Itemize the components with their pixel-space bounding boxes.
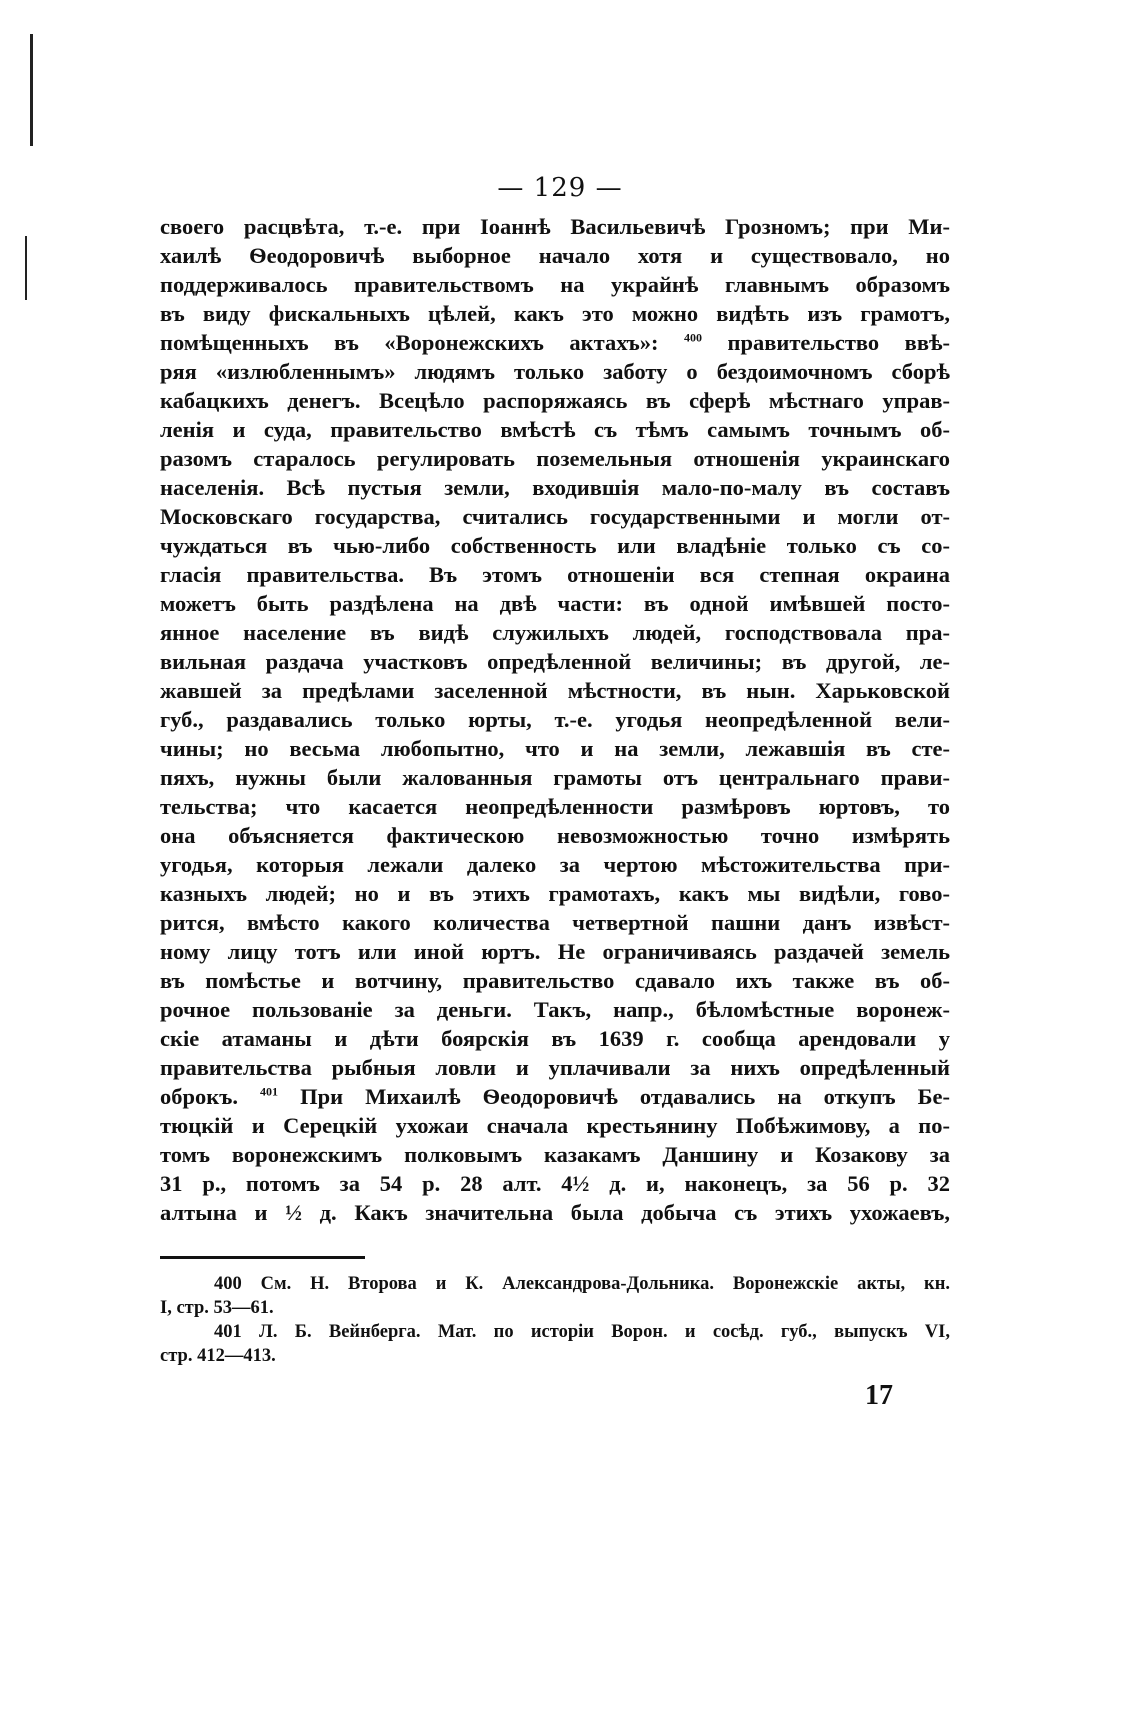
- footnotes: [160, 1272, 950, 1368]
- text-line: Московскаго государства, считались государственными и могли от-: [160, 504, 950, 529]
- text-line: можетъ быть раздѣлена на двѣ части: въ одной имѣвшей посто-: [160, 591, 950, 616]
- text-segment: При Михаилѣ Ѳеодоровичѣ отдавались на откупъ Бе-: [300, 1084, 950, 1109]
- text-line: 31 р., потомъ за 54 р. 28 алт. 4½ д. и, наконецъ, за 56 р. 32: [160, 1171, 950, 1196]
- text-segment: правительство ввѣ-: [727, 330, 950, 355]
- text-line: правительства рыбныя ловли и уплачивали за нихъ опредѣленный: [160, 1055, 950, 1080]
- text-line: поддерживалось правительствомъ на украйнѣ главнымъ образомъ: [160, 272, 950, 297]
- footnote-400: 400 См. Н. Второва и К. Александрова-Дольника. Воронежскіе акты, кн.: [214, 1274, 950, 1294]
- text-line: янное население въ видѣ служилыхъ людей, господствовала пра-: [160, 620, 950, 645]
- text-line: рочное пользованіе за деньги. Такъ, напр., бѣломѣстные воронеж-: [160, 997, 950, 1022]
- text-line: тюцкій и Серецкій ухожаи сначала крестьянину Побѣжимову, а по-: [160, 1113, 950, 1138]
- text-line: пяхъ, нужны были жалованныя грамоты отъ центральнаго прави-: [160, 765, 950, 790]
- text-line: тельства; что касается неопредѣленности размѣровъ юртовъ, то: [160, 794, 950, 819]
- text-line: своего расцвѣта, т.-е. при Іоаннѣ Васильевичѣ Грозномъ; при Ми-: [160, 214, 950, 239]
- text-line: гласія правительства. Въ этомъ отношеніи вся степная окраина: [160, 562, 950, 587]
- text-line: [160, 1082, 950, 1111]
- text-line: вильная раздача участковъ опредѣленной величины; въ другой, ле-: [160, 649, 950, 674]
- text-line: алтына и ½ д. Какъ значительна была добыча съ этихъ ухожаевъ,: [160, 1200, 950, 1225]
- text-line: [160, 328, 950, 357]
- text-line: хаилѣ Ѳеодоровичѣ выборное начало хотя и существовало, но: [160, 243, 950, 268]
- text-line: томъ воронежскимъ полковымъ казакамъ Даншину и Козакову за: [160, 1142, 950, 1167]
- footnote-400-cont: I, стр. 53—61.: [160, 1298, 274, 1318]
- text-line: жавшей за предѣлами заселенной мѣстности, въ нын. Харьковской: [160, 678, 950, 703]
- text-line: ряя «излюбленнымъ» людямъ только заботу о бездоимочномъ сборѣ: [160, 359, 950, 384]
- text-line: угодья, которыя лежали далеко за чертою мѣстожительства при-: [160, 852, 950, 877]
- text-line: разомъ старалось регулировать поземельныя отношенія украинскаго: [160, 446, 950, 471]
- text-line: въ виду фискальныхъ цѣлей, какъ это можно видѣть изъ грамотъ,: [160, 301, 950, 326]
- text-line: въ помѣстье и вотчину, правительство сдавало ихъ также въ об-: [160, 968, 950, 993]
- main-text: [160, 212, 950, 1227]
- text-line: ленія и суда, правительство вмѣстѣ съ тѣмъ самымъ точнымъ об-: [160, 417, 950, 442]
- footnote-401: 401 Л. Б. Вейнберга. Мат. по исторіи Ворон. и сосѣд. губ., выпускъ VI,: [214, 1322, 950, 1342]
- footnote-ref: 401: [260, 1084, 279, 1099]
- text-line: она объясняется фактическою невозможностью точно измѣрять: [160, 823, 950, 848]
- page-number-header: — 129 —: [497, 173, 623, 203]
- text-segment: помѣщенныхъ въ «Воронежскихъ актахъ»:: [160, 330, 659, 355]
- text-line: рится, вмѣсто какого количества четвертной пашни данъ извѣст-: [160, 910, 950, 935]
- text-line: чины; но весьма любопытно, что и на земли, лежавшія въ сте-: [160, 736, 950, 761]
- text-line: кабацкихъ денегъ. Всецѣло распоряжаясь въ сферѣ мѣстнаго управ-: [160, 388, 950, 413]
- text-segment: оброкъ.: [160, 1084, 238, 1109]
- footnote-401-cont: стр. 412—413.: [160, 1346, 276, 1366]
- scan-edge-mark: [30, 34, 33, 146]
- text-line: чуждаться въ чью-либо собственность или владѣніе только съ со-: [160, 533, 950, 558]
- text-line: губ., раздавались только юрты, т.-е. угодья неопредѣленной вели-: [160, 707, 950, 732]
- text-line: населенія. Всѣ пустыя земли, входившія мало-по-малу въ составъ: [160, 475, 950, 500]
- text-line: казныхъ людей; но и въ этихъ грамотахъ, какъ мы видѣли, гово-: [160, 881, 950, 906]
- footnote-divider: [160, 1256, 365, 1259]
- scan-edge-mark: [25, 236, 27, 300]
- text-line: ному лицу тотъ или иной юртъ. Не ограничиваясь раздачей земель: [160, 939, 950, 964]
- signature-mark: 17: [865, 1380, 893, 1411]
- text-line: скіе атаманы и дѣти боярскія въ 1639 г. сообща арендовали у: [160, 1026, 950, 1051]
- footnote-ref: 400: [683, 330, 702, 345]
